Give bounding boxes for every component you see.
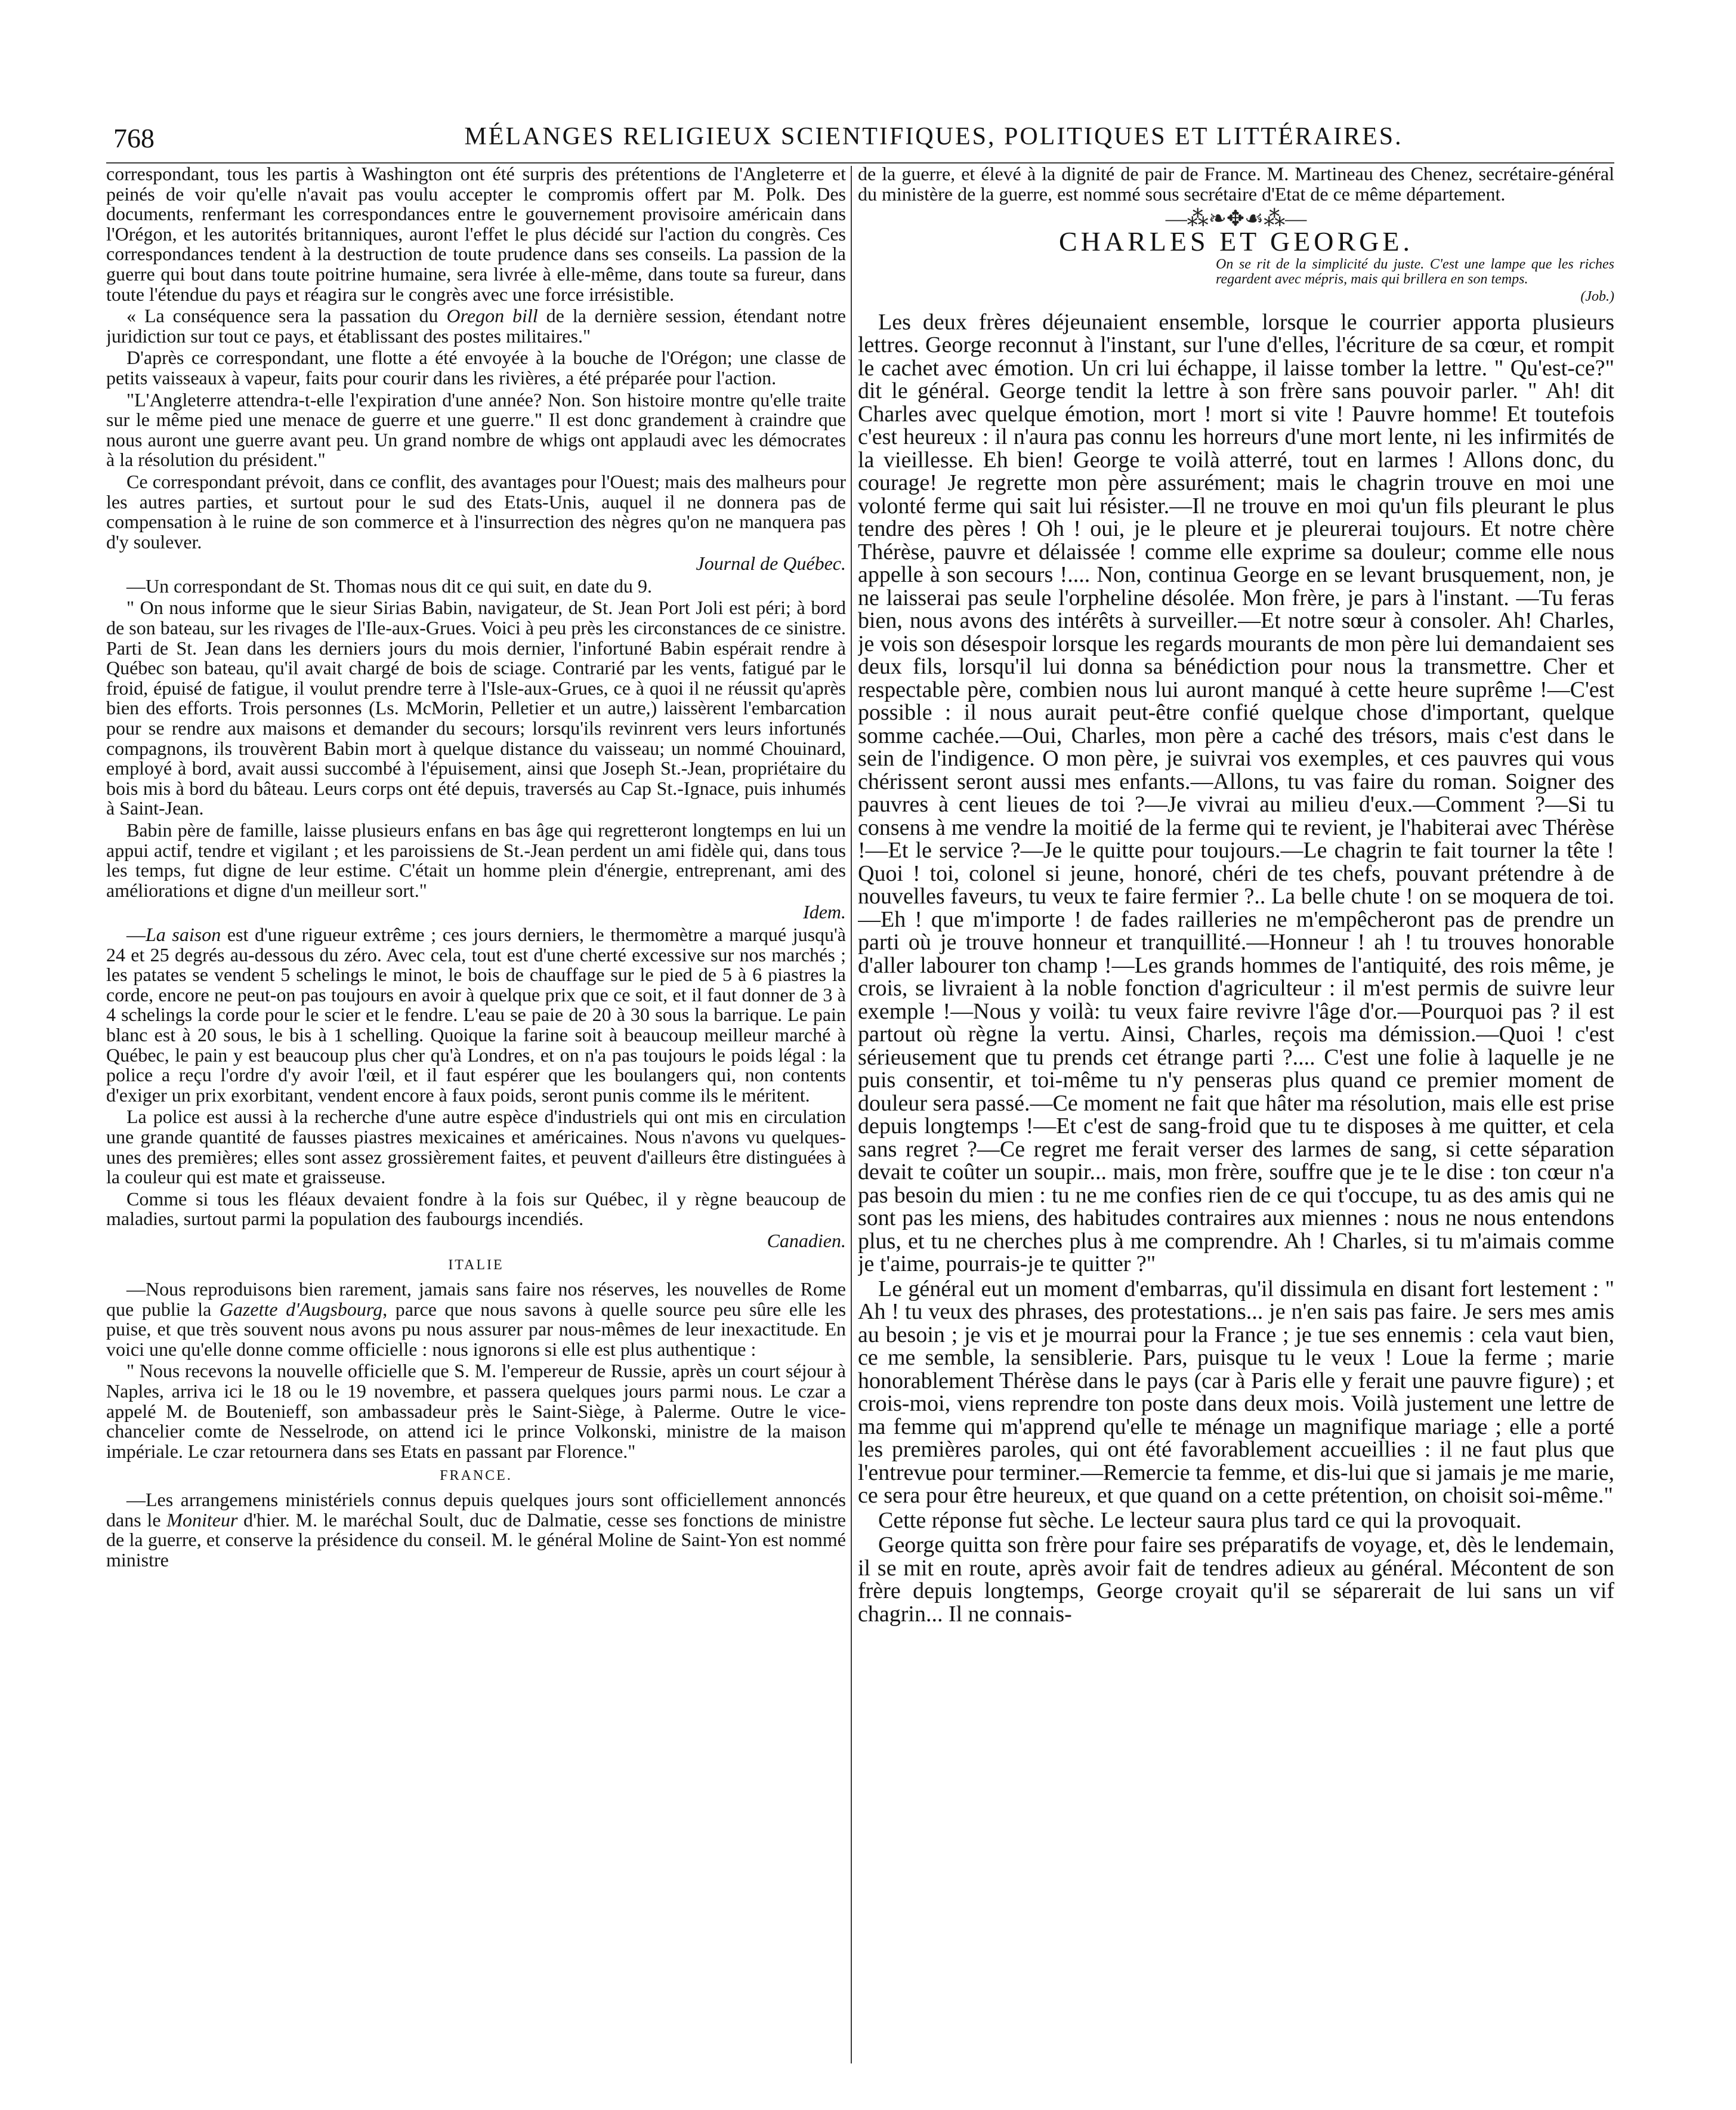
article-paragraph: —La saison est d'une rigueur extrême ; ces jours derniers, le thermomètre a marqué jusqu'à 24 et 25 degrés au-dessous du zéro. Avec cela, tout est d'une cherté excessive sur nos marchés ; les patates se vendent 5 schelings le minot, le bois de chauffage sur le pied de 5 à 6 piastres la corde, encore ne peut-on pas toujours en avoir à quelque prix que ce soit, et il faut donner de 3 à 4 schelings la corde pour le scier et le fendre. L'eau se paie de 20 à 30 sous la barrique. Le pain blanc est à 20 sous, le bis à 1 schelling. Quoique la farine soit à beaucoup meilleur marché à Québec, le pain y est beaucoup plus cher qu'à Londres, et on n'a pas toujours le poids légal : la police a reçu l'ordre d'y avoir l'œil, et il faut espérer que les boulangers qui, non contents d'exiger un prix exorbitant, vendent encore à faux poids, seront punis comme ils le méritent.	[106, 923, 846, 1106]
article-paragraph: correspondant, tous les partis à Washington ont été surpris des prétentions de l'Angleterre et peinés de voir qu'elle n'avait pas voulu accepter le compromis offert par M. Polk. Des documents, renfermant les correspondances entre le gouvernement provisoire américain dans l'Orégon, et les autorités britanniques, auront l'effet le plus décidé sur l'action du congrès. Ces correspondances tendent à la destruction de toute prudence dans ses conseils. La passion de la guerre qui bout dans toute poitrine humaine, sera livrée à elle-même, dans toute sa fureur, dans toute l'étendue du pays et réagira sur le congrès avec une force irrésistible.	[106, 164, 846, 305]
epigraph-source: (Job.)	[1580, 289, 1614, 305]
header-rule	[106, 162, 1614, 164]
epigraph: On se rit de la simplicité du juste. C'est une lampe que les riches regardent avec mépris, mais qui brillera en son temps.	[1216, 257, 1614, 288]
page-header	[113, 122, 1623, 164]
running-title: MÉLANGES RELIGIEUX SCIENTIFIQUES, POLITIQUES ET LITTÉRAIRES.	[464, 123, 1403, 150]
story-paragraph: Cette réponse fut sèche. Le lecteur saura plus tard ce qui la provoquait.	[878, 1507, 1522, 1533]
article-paragraph: —Nous reproduisons bien rarement, jamais sans faire nos réserves, les nouvelles de Rome que publie la Gazette d'Augsbourg, parce que nous savons à quelle source peu sûre elle les puise, et que très souvent nous avons pu nous assurer par nous-mêmes de leur inexactitude. En voici une qu'elle donne comme officielle : nous ignorons si elle est plus authentique :	[106, 1278, 846, 1360]
article-paragraph: La police est aussi à la recherche d'une autre espèce d'industriels qui ont mis en circulation une grande quantité de fausses piastres mexicaines et américaines. Nous n'avons vu quelques-unes des premières; elles sont assez grossièrement faites, et peuvent d'ailleurs être distinguées à la couleur qui est mate et graisseuse.	[106, 1106, 846, 1188]
column-divider	[851, 166, 852, 2063]
story-body	[858, 311, 1614, 1626]
right-column	[858, 164, 1614, 2068]
article-paragraph: —Les arrangemens ministériels connus depuis quelques jours sont officiellement annoncés dans le Moniteur d'hier. M. le maréchal Soult, duc de Dalmatie, cesse ses fonctions de ministre de la guerre, et conserve la présidence du conseil. M. le général Moline de Saint-Yon est nommé ministre	[106, 1489, 846, 1571]
source-signature: Journal de Québec.	[696, 553, 846, 575]
story-paragraph: George quitta son frère pour faire ses préparatifs de voyage, et, dès le lendemain, il se mit en route, après avoir fait de tendres adieux au général. Mécontent de son frère depuis longtemps, George croyait qu'il se séparerait de lui sans un vif chagrin... Il ne connais-	[858, 1532, 1614, 1627]
article-paragraph: Babin père de famille, laisse plusieurs enfans en bas âge qui regretteront longtemps en lui un appui actif, tendre et vigilant ; et les paroissiens de St.-Jean perdent un ami fidèle qui, dans tous les temps, fut digne de leur estime. C'était un homme plein d'énergie, entreprenant, ami des améliorations et digne d'un meilleur sort."	[106, 819, 846, 901]
article-paragraph: « La conséquence sera la passation du Oregon bill de la dernière session, étendant notre juridiction sur tout ce pays, et établissant des postes militaires."	[106, 305, 846, 347]
section-heading-italie: ITALIE	[448, 1257, 504, 1273]
page-number: 768	[113, 123, 155, 153]
source-signature: Idem.	[803, 901, 846, 923]
article-paragraph: D'après ce correspondant, une flotte a été envoyée à la bouche de l'Orégon; une classe de petits vaisseaux à vapeur, faits pour courir dans les rivières, a été préparée pour l'action.	[106, 347, 846, 388]
article-paragraph: de la guerre, et élevé à la dignité de pair de France. M. Martineau des Chenez, secrétaire-général du ministère de la guerre, est nommé sous secrétaire d'Etat de ce même département.	[858, 164, 1614, 205]
article-paragraph: " On nous informe que le sieur Sirias Babin, navigateur, de St. Jean Port Joli est péri; à bord de son bateau, sur les rivages de l'Ile-aux-Grues. Voici à peu près les circonstances de ce sinistre. Parti de St. Jean dans les derniers jours du mois dernier, l'infortuné Babin espérait rendre à Québec son bateau, qu'il avait chargé de bois de sciage. Contrarié par les vents, fatigué par le froid, épuisé de fatigue, il voulut prendre terre à l'Isle-aux-Grues, ce à quoi il ne réussit qu'après bien des efforts. Trois personnes (Ls. McMorin, Pelletier et un autre,) laissèrent l'embarcation pour se rendre aux maisons et demander du secours; lorsqu'ils revinrent vers leurs infortunés compagnons, ils trouvèrent Babin mort à quelque distance du vaisseau; un nommé Chouinard, employé à bord, avait aussi succombé à l'épuisement, ainsi que Joseph St.-Jean, propriétaire du bois mis à bord du bâteau. Leurs corps ont été depuis, traversés au Cap St.-Ignace, puis inhumés à Saint-Jean.	[106, 597, 846, 819]
decorative-ornament: —⁂❧✥☙⁂—	[1165, 206, 1307, 231]
article-paragraph: Comme si tous les fléaux devaient fondre à la fois sur Québec, il y règne beaucoup de maladies, surtout parmi la population des faubourgs incendiés.	[106, 1187, 846, 1230]
article-paragraph: "L'Angleterre attendra-t-elle l'expiration d'une année? Non. Son histoire montre qu'elle traite sur le même pied une menace de guerre et une guerre." Il est donc grandement à craindre que nous auront une guerre avant peu. Un grand nombre de whigs ont applaudi avec les démocrates à la résolution du président."	[106, 388, 846, 471]
section-heading-france: FRANCE.	[440, 1468, 512, 1484]
story-title: CHARLES ET GEORGE.	[1059, 226, 1413, 257]
article-paragraph: Ce correspondant prévoit, dans ce conflit, des avantages pour l'Ouest; mais des malheurs pour les autres parties, et surtout pour le sud des Etats-Unis, auquel il ne donnera pas de compensation à le ruine de son commerce et à l'insurrection des nègres qu'on ne manquera pas d'y soulever.	[106, 470, 846, 553]
story-paragraph: Le général eut un moment d'embarras, qu'il dissimula en disant fort lestement : " Ah ! tu veux des phrases, des protestations... je n'en sais pas faire. Je sers mes amis au besoin ; je vis et je mourrai pour la France ; je tue ses ennemis : cela vaut bien, ce me semble, la sensiblerie. Pars, puisque tu le veux ! Loue la ferme ; marie honorablement Thérèse dans le pays (car à Paris elle y ferait une pauvre figure) ; et crois-moi, viens reprendre ton poste dans deux mois. Voilà justement une lettre de ma femme qui m'apprend qu'elle te ménage un magnifique mariage ; elle a porté les premières paroles, qui ont été favorablement accueillies : il ne faut plus que l'entrevue pour terminer.—Remercie ta femme, et dis-lui que si jamais je me marie, ce sera pour être heureux, et que quand on a cette prétention, on choisit soi-même."	[858, 1276, 1614, 1509]
left-column	[106, 164, 846, 2068]
source-signature: Canadien.	[767, 1229, 846, 1251]
story-paragraph: Les deux frères déjeunaient ensemble, lorsque le courrier apporta plusieurs lettres. George reconnut à l'instant, sur l'une d'elles, l'écriture de sa cœur, et rompit le cachet avec émotion. Un cri lui échappe, il laisse tomber la lettre. " Qu'est-ce?" dit le général. George tendit la lettre à son frère sans pouvoir parler. " Ah! dit Charles avec quelque émotion, mort ! mort si vite ! Pauvre homme! Et toutefois c'est heureux : il n'aura pas connu les horreurs d'une mort lente, ni les infirmités de la vieillesse. Eh bien! George te voilà atterré, tout en larmes ! Allons donc, du courage! Je regrette mon père assurément; mais le chagrin trouve en moi une volonté ferme qui sait lui résister.—Il ne trouve en moi qu'un fils pleurant le plus tendre des pères ! Oh ! oui, je le pleure et je pleurerai toujours. Et notre chère Thérèse, pauvre et délaissée ! comme elle exprime sa douleur; comme elle nous appelle à son secours !.... Non, continua George en se levant brusquement, non, je ne laisserai pas seule l'orpheline désolée. Mon frère, je pars à l'instant. —Tu feras bien, nous avons des intérêts à surveiller.—Et notre sœur à consoler. Ah! Charles, je vois son désespoir lorsque les regards mourants de mon père lui demandaient ses deux fils, lorsqu'il lui donna sa bénédiction pour nous la transmettre. Cher et respectable père, combien nous lui auront manqué à cette heure suprême !—C'est possible : il nous aurait peut-être confié quelque chose d'important, quelque somme cachée.—Oui, Charles, mon père a caché des trésors, mais c'est dans le sein de l'indigence. O mon père, je suivrai vos exemples, et ces pauvres qui vous chérissent seront aussi mes enfants.—Allons, tu vas faire du roman. Soigner des pauvres à cent lieues de toi ?—Je vivrai au milieu d'eux.—Comment ?—Si tu consens à me vendre la moitié de la ferme qui te revient, je l'habiterai avec Thérèse !—Et le service ?—Je le quitte pour toujours.—Le chagrin te fait tourner la tête ! Quoi ! toi, colonel si jeune, honoré, chéri de tes chefs, pouvant prétendre à de nouvelles faveurs, tu veux te faire fermier ?.. La belle chute ! on se moquera de toi.—Eh ! que m'importe ! de fades railleries ne m'empêcheront pas de prendre un parti où je trouve honneur et tranquillité.—Honneur ! ah ! tu trouves honorable d'aller labourer ton champ !—Les grands hommes de l'antiquité, des rois même, je crois, se livraient à la noble fonction d'agriculteur : il m'est permis de suivre leur exemple !—Nous y voilà: tu veux faire revivre l'âge d'or.—Pourquoi pas ? il est partout où règne la vertu. Ainsi, Charles, reçois ma démission.—Quoi ! c'est sérieusement que tu prends cet étrange parti ?.... C'est une folie à laquelle je ne puis consentir, et toi-même tu n'y penseras plus quand ce premier moment de douleur sera passé.—Ce moment ne fait que hâter ma résolution, mais elle est prise depuis longtemps !—Et c'est de sang-froid que tu te disposes à me quitter, et cela sans regret ?—Ce regret me ferait verser des larmes de sang, si cette séparation devait te coûter un soupir... mais, mon frère, souffre que je te le dise : ton cœur n'a pas besoin du mien : tu ne me confies rien de ce qui t'occupe, tu as des amis qui ne sont pas les miens, des habitudes contraires aux miennes : nous ne nous entendons plus, et tu ne cherches plus à me comprendre. Ah ! Charles, si tu m'aimais comme je t'aime, pourrais-je te quitter ?"	[858, 309, 1614, 1277]
article-paragraph: —Un correspondant de St. Thomas nous dit ce qui suit, en date du 9.	[126, 575, 653, 597]
article-paragraph: " Nous recevons la nouvelle officielle que S. M. l'empereur de Russie, après un court séjour à Naples, arriva ici le 18 ou le 19 novembre, et passera quelques jours parmi nous. Le czar a appelé M. de Boutenieff, son ambassadeur près le Saint-Siège, à Palerme. Outre le vice-chancelier comte de Nesselrode, on attend ici le prince Volkonski, ministre de la maison impériale. Le czar retournera dans ses Etats en passant par Florence."	[106, 1360, 846, 1462]
